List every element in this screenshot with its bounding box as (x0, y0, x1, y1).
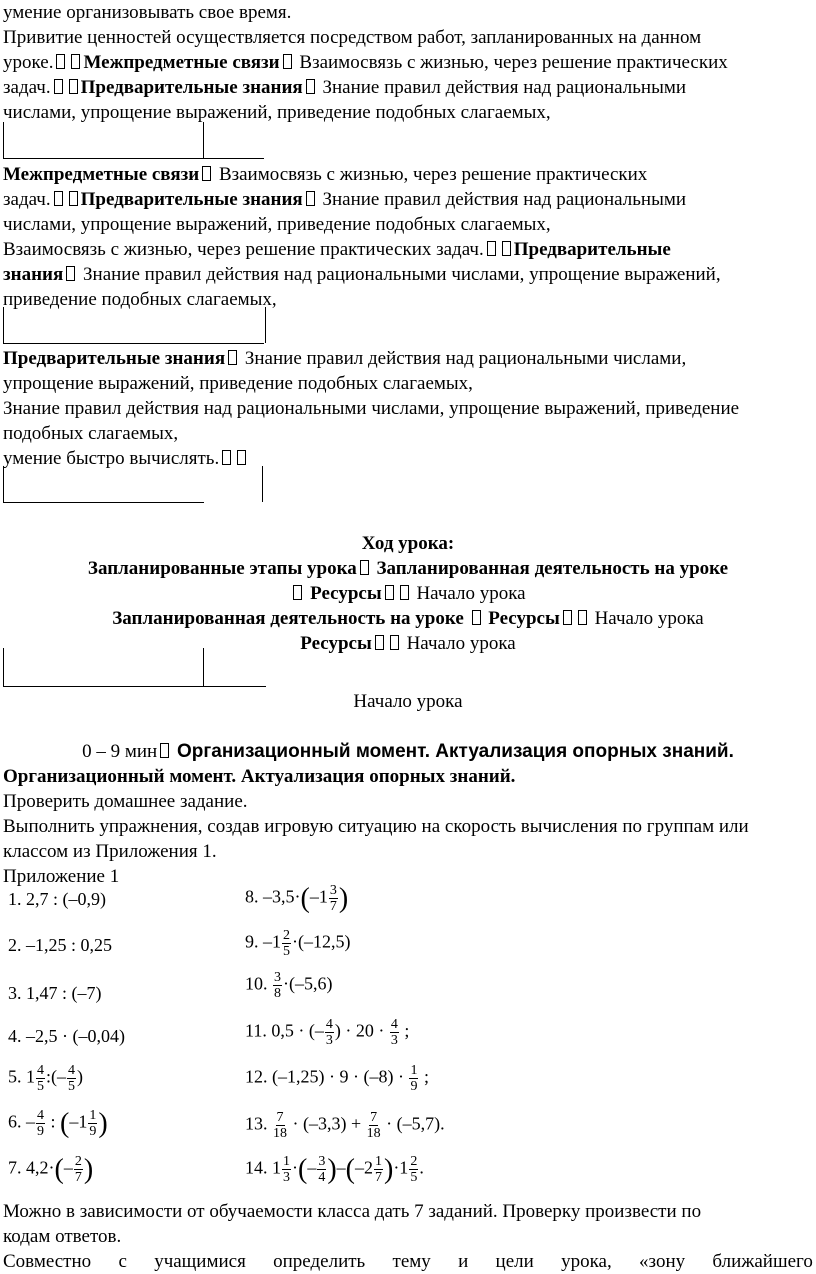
table-border (3, 307, 264, 344)
table-border (3, 466, 204, 503)
text-line: числами, упрощение выражений, приведение подобных слагаемых, (3, 214, 551, 235)
table-border (203, 648, 204, 686)
text-line: приведение подобных слагаемых, (3, 289, 277, 310)
text-line: Проверить домашнее задание. (3, 791, 248, 812)
exercise-5: 5. 1 $\frac{4}{5}$ :(– $\frac{4}{5}$ ) (8, 1063, 83, 1094)
section-heading: Ход урока: (361, 533, 455, 554)
text-line-justified: Совместно с учащимися определить тему и цели урока, «зону ближайшего (3, 1251, 813, 1272)
text-line: 0 – 9 мин Организационный момент. Актуализация опорных знаний. (82, 741, 734, 762)
table-border (265, 307, 266, 343)
text-line: Межпредметные связи Взаимосвязь с жизнью, через решение практических (3, 164, 648, 185)
text-line: знания Знание правил действия над рациональными числами, упрощение выражений, (3, 264, 721, 285)
text-line: Предварительные знания Знание правил действия над рациональными числами, (3, 348, 687, 369)
text-line: классом из Приложения 1. (3, 841, 217, 862)
exercise-1: 1. 2,7 : (–0,9) (8, 889, 106, 909)
text-line: Запланированная деятельность на уроке Ресурсы Начало урока (112, 608, 704, 629)
text-line: Ресурсы Начало урока (0, 581, 816, 606)
text-line: Приложение 1 (3, 866, 120, 887)
text-line: Выполнить упражнения, создав игровую ситуацию на скорость вычисления по группам или (3, 816, 749, 837)
exercise-8: 8. –3,5·(–1 $\frac{3}{7}$ ) (245, 883, 349, 914)
text-line: Знание правил действия над рациональными числами, упрощение выражений, приведение (3, 398, 740, 419)
table-border (3, 122, 264, 159)
text-line: подобных слагаемых, (3, 423, 179, 444)
exercise-14: 14. 1 $\frac{1}{3}$ ·(– $\frac{3}{4}$ )–(–2 $\frac{1}{7}$ )·1 $\frac{2}{5}$ . (245, 1154, 424, 1185)
text-line: задач. Предварительные знания Знание правил действия над рациональными (3, 77, 687, 98)
table-border (262, 466, 263, 502)
text-line: Организационный момент. Актуализация опорных знаний. (3, 766, 516, 787)
table-border (3, 648, 266, 687)
exercise-11: 11. 0,5 · (– $\frac{4}{3}$ ) · 20 · $\frac{4}{3}$ ; (245, 1017, 410, 1048)
text-line: умение организовывать свое время. (3, 2, 292, 23)
exercise-9: 9. –1 $\frac{2}{5}$ ·(–12,5) (245, 928, 351, 959)
exercise-2: 2. –1,25 : 0,25 (8, 935, 113, 955)
text-line: Ресурсы Начало урока (300, 633, 516, 654)
text-line: уроке. Межпредметные связи Взаимосвязь с жизнью, через решение практических (3, 52, 728, 73)
text-line: Взаимосвязь с жизнью, через решение практических задач. Предварительные (3, 239, 671, 260)
text-line: упрощение выражений, приведение подобных слагаемых, (3, 373, 473, 394)
exercise-6: 6. – $\frac{4}{9}$ : (–1 $\frac{1}{9}$ ) (8, 1108, 108, 1139)
text-line: Начало урока (353, 691, 463, 712)
text-line: Можно в зависимости от обучаемости класса дать 7 заданий. Проверку произвести по (3, 1201, 702, 1222)
exercise-7: 7. 4,2·(– $\frac{2}{7}$ ) (8, 1154, 94, 1185)
text-line: умение быстро вычислять. (3, 446, 249, 471)
exercise-13: 13. $\frac{7}{18}$ · (–3,3) + $\frac{7}{18}$ · (–5,7). (245, 1110, 445, 1141)
text-line: числами, упрощение выражений, приведение подобных слагаемых, (3, 102, 551, 123)
exercise-4: 4. –2,5 · (–0,04) (8, 1026, 125, 1046)
exercise-12: 12. (–1,25) · 9 · (–8) · $\frac{1}{9}$ ; (245, 1063, 429, 1094)
exercise-10: 10. $\frac{3}{8}$ ·(–5,6) (245, 970, 333, 1001)
text-line: Привитие ценностей осуществляется посредством работ, запланированных на данном (3, 27, 702, 48)
table-border (203, 122, 204, 158)
text-line: кодам ответов. (3, 1226, 122, 1247)
text-line: Запланированные этапы урока Запланированная деятельность на уроке (87, 558, 729, 579)
text-line: задач. Предварительные знания Знание правил действия над рациональными (3, 189, 687, 210)
exercise-3: 3. 1,47 : (–7) (8, 983, 102, 1003)
